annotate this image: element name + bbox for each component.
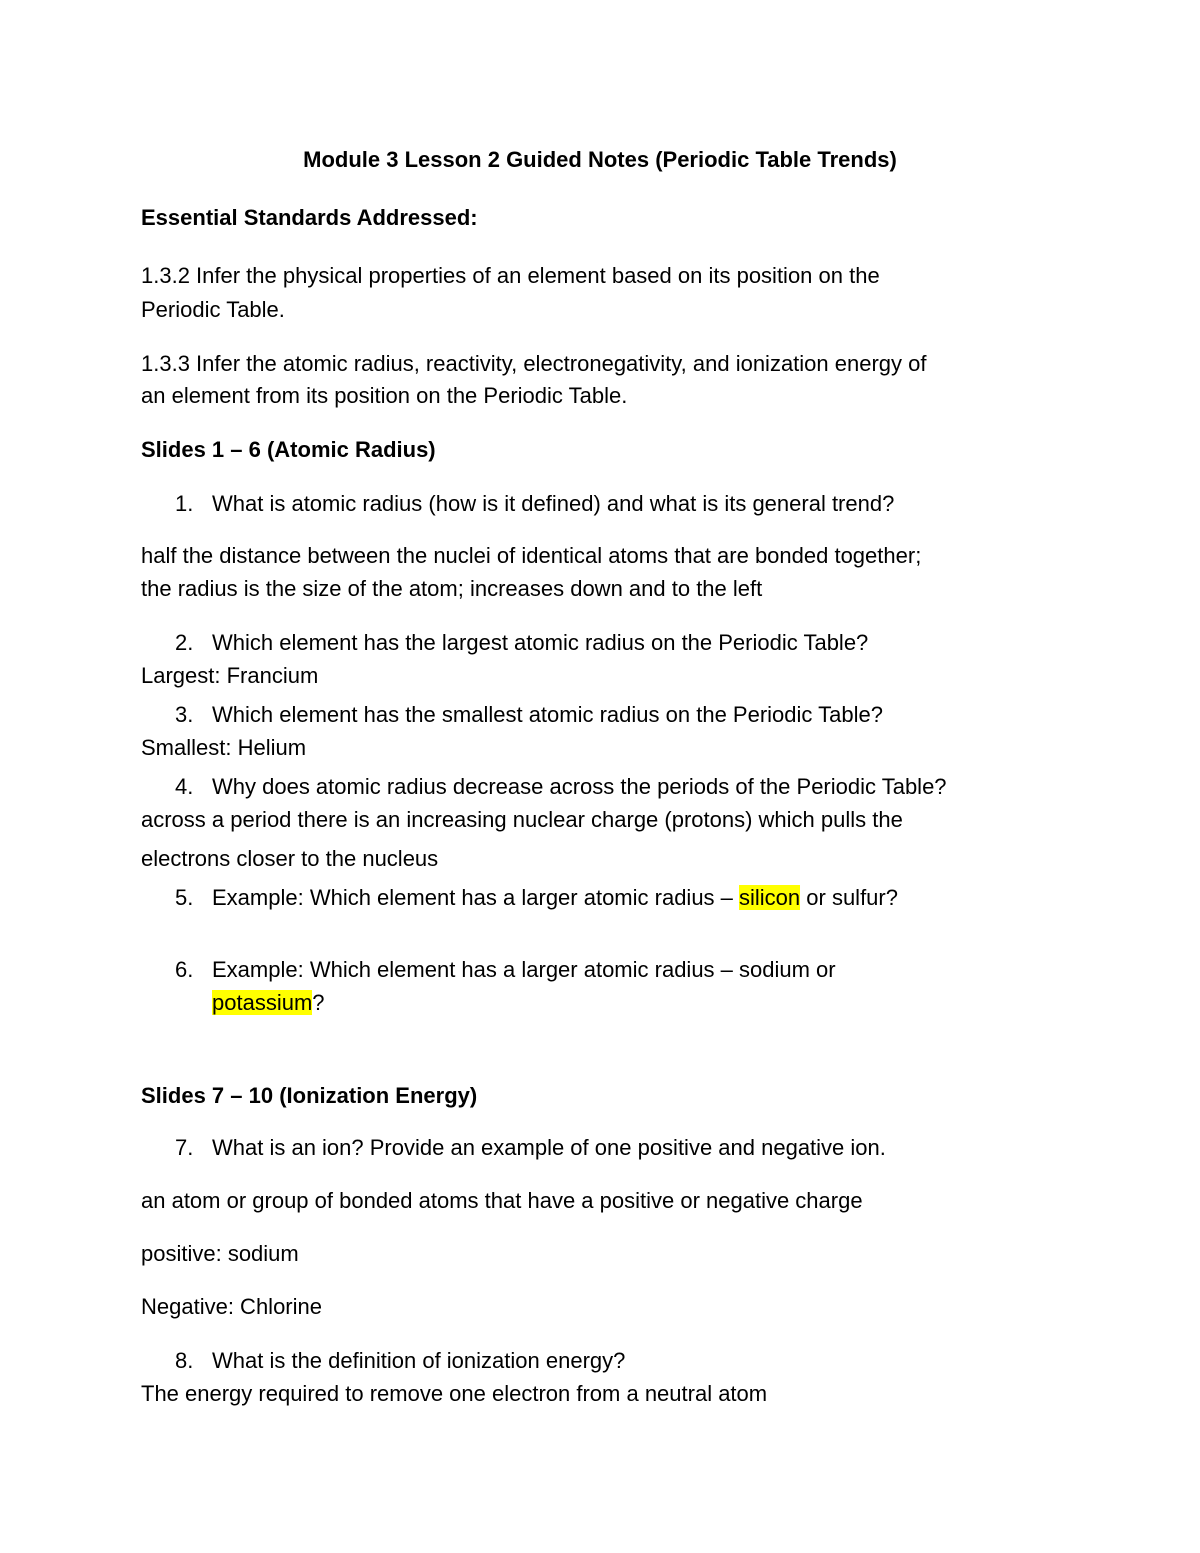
answer-4-line-1: across a period there is an increasing nuclear charge (protons) which pulls the <box>141 807 903 832</box>
answer-7-line-3: Negative: Chlorine <box>141 1294 322 1319</box>
standard-1-line-1: 1.3.2 Infer the physical properties of an element based on its position on the <box>141 263 880 288</box>
question-text-line-1: Example: Which element has a larger atomic radius – sodium or <box>212 957 836 982</box>
question-text: Which element has the largest atomic radius on the Periodic Table? <box>212 630 869 655</box>
question-text <box>212 884 898 912</box>
highlighted-answer-potassium: potassium <box>212 990 313 1015</box>
answer-7-line-2: positive: sodium <box>141 1241 299 1266</box>
answer-2: Largest: Francium <box>141 663 319 688</box>
answer-4-line-2: electrons closer to the nucleus <box>141 846 439 871</box>
question-number: 7. <box>175 1135 194 1160</box>
question-number: 5. <box>175 885 194 910</box>
highlighted-answer-silicon: silicon <box>739 885 801 910</box>
section-heading-atomic-radius: Slides 1 – 6 (Atomic Radius) <box>141 437 436 462</box>
question-text-after: or sulfur? <box>800 885 898 910</box>
question-number: 6. <box>175 957 194 982</box>
question-text: What is the definition of ionization energy? <box>212 1348 626 1373</box>
standards-heading: Essential Standards Addressed: <box>141 205 478 230</box>
question-text: What is atomic radius (how is it defined) and what is its general trend? <box>212 491 895 516</box>
question-text-after: ? <box>312 990 325 1015</box>
question-number: 8. <box>175 1348 194 1373</box>
standard-2-line-1: 1.3.3 Infer the atomic radius, reactivity, electronegativity, and ionization energy of <box>141 351 927 376</box>
question-number: 2. <box>175 630 194 655</box>
answer-1-line-2: the radius is the size of the atom; increases down and to the left <box>141 576 763 601</box>
answer-8: The energy required to remove one electron from a neutral atom <box>141 1381 768 1406</box>
answer-7-line-1: an atom or group of bonded atoms that have a positive or negative charge <box>141 1188 863 1213</box>
question-text: What is an ion? Provide an example of one positive and negative ion. <box>212 1135 886 1160</box>
question-text-line-2 <box>212 989 325 1017</box>
question-text: Why does atomic radius decrease across the periods of the Periodic Table? <box>212 774 947 799</box>
question-number: 3. <box>175 702 194 727</box>
standard-2-line-2: an element from its position on the Periodic Table. <box>141 383 628 408</box>
document-title: Module 3 Lesson 2 Guided Notes (Periodic Table Trends) <box>303 147 897 172</box>
standard-1-line-2: Periodic Table. <box>141 297 285 322</box>
answer-3: Smallest: Helium <box>141 735 307 760</box>
question-number: 1. <box>175 491 194 516</box>
answer-1-line-1: half the distance between the nuclei of identical atoms that are bonded together; <box>141 543 922 568</box>
question-number: 4. <box>175 774 194 799</box>
question-text: Which element has the smallest atomic radius on the Periodic Table? <box>212 702 883 727</box>
section-heading-ionization-energy: Slides 7 – 10 (Ionization Energy) <box>141 1083 478 1108</box>
question-text-before: Example: Which element has a larger atomic radius – <box>212 885 740 910</box>
